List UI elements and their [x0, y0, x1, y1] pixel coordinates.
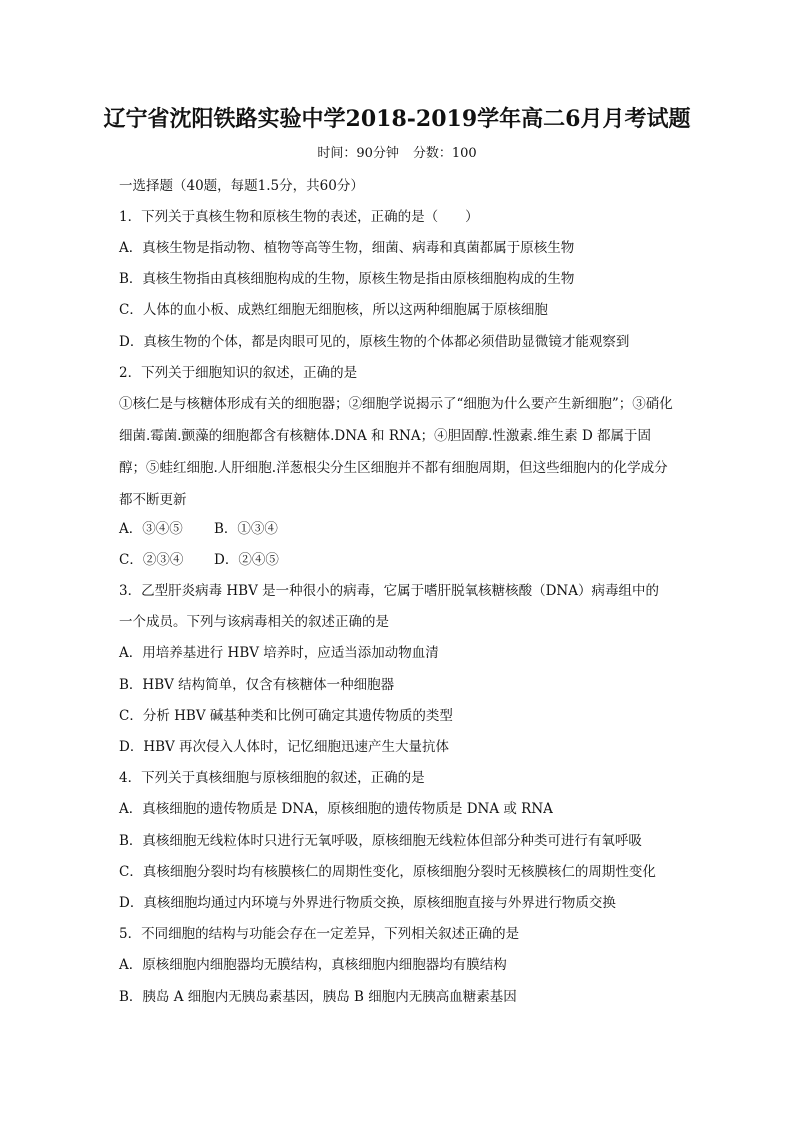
q1-option-a: A．真核生物是指动物、植物等高等生物，细菌、病毒和真菌都属于原核生物	[119, 240, 575, 256]
exam-time: 时间：90分钟	[317, 146, 399, 161]
q2-options-row-1	[119, 519, 278, 539]
q3-stem-line-1: 3．乙型肝炎病毒 HBV 是一种很小的病毒，它属于嗜肝脱氧核糖核酸（DNA）病毒组中的	[119, 583, 659, 599]
q4-stem: 4．下列关于真核细胞与原核细胞的叙述，正确的是	[119, 770, 425, 786]
q2-body: ①核仁是与核糖体形成有关的细胞器；②细胞学说揭示了“细胞为什么要产生新细胞”；③硝化细菌.霉菌.颤藻的细胞都含有核糖体.DNA 和 RNA；④胆固醇.性激素.维生素 D 都属于固醇；⑤蛙红细胞.人肝细胞.洋葱根尖分生区细胞并不都有细胞周期，但这些细胞内的化学成分都不断更新	[119, 396, 673, 508]
q4-option-a: A．真核细胞的遗传物质是 DNA，原核细胞的遗传物质是 DNA 或 RNA	[119, 801, 553, 817]
q4-option-d: D．真核细胞均通过内环境与外界进行物质交换，原核细胞直接与外界进行物质交换	[119, 895, 616, 911]
q1-option-b: B．真核生物指由真核细胞构成的生物，原核生物是指由原核细胞构成的生物	[119, 271, 575, 287]
exam-meta	[0, 145, 794, 163]
q2-option-c: C．②③④	[119, 552, 184, 568]
q2-options-row-2	[119, 550, 279, 570]
q1-option-c: C．人体的血小板、成熟红细胞无细胞核，所以这两种细胞属于原核细胞	[119, 302, 548, 318]
exam-score: 分数：100	[412, 146, 477, 161]
q4-option-c: C．真核细胞分裂时均有核膜核仁的周期性变化，原核细胞分裂时无核膜核仁的周期性变化	[119, 864, 656, 880]
q3-option-d: D．HBV 再次侵入人体时，记忆细胞迅速产生大量抗体	[119, 739, 450, 755]
q3-option-c: C．分析 HBV 碱基种类和比例可确定其遗传物质的类型	[119, 708, 453, 724]
page-title: 辽宁省沈阳铁路实验中学2018-2019学年高二6月月考试题	[103, 106, 691, 132]
q2-option-d: D．②④⑤	[214, 552, 279, 568]
q1-option-d: D．真核生物的个体，都是肉眼可见的，原核生物的个体都必须借助显微镜才能观察到	[119, 334, 630, 350]
q5-option-a: A．原核细胞内细胞器均无膜结构，真核细胞内细胞器均有膜结构	[119, 957, 507, 973]
q2-option-b: B．①③④	[214, 521, 278, 537]
q2-option-a: A．③④⑤	[119, 521, 183, 537]
q4-option-b: B．真核细胞无线粒体时只进行无氧呼吸，原核细胞无线粒体但部分种类可进行有氧呼吸	[119, 833, 642, 849]
q2-stem: 2．下列关于细胞知识的叙述，正确的是	[119, 365, 358, 381]
q3-option-a: A．用培养基进行 HBV 培养时，应适当添加动物血清	[119, 645, 439, 661]
q3-option-b: B．HBV 结构简单，仅含有核糖体一种细胞器	[119, 677, 395, 693]
q3-stem-line-2: 一个成员。下列与该病毒相关的叙述正确的是	[119, 614, 389, 630]
section-heading: 一选择题（40题，每题1.5分，共60分）	[119, 178, 364, 194]
q5-stem: 5．不同细胞的结构与功能会存在一定差异，下列相关叙述正确的是	[119, 926, 520, 942]
q1-stem: 1．下列关于真核生物和原核生物的表述，正确的是（ ）	[119, 209, 479, 225]
q5-option-b: B．胰岛 A 细胞内无胰岛素基因，胰岛 B 细胞内无胰高血糖素基因	[119, 989, 517, 1005]
